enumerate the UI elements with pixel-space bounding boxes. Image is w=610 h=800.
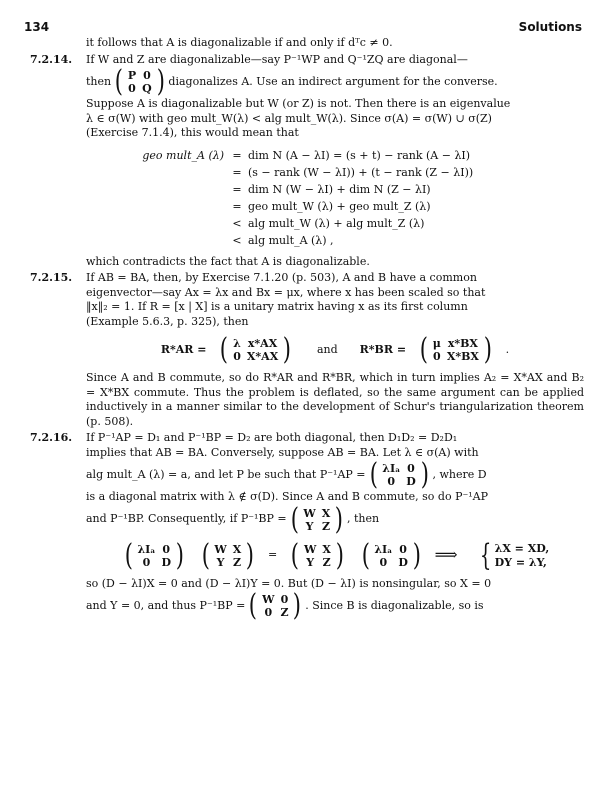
matrix-cell: D [161, 555, 171, 569]
left-paren: ( [369, 457, 378, 492]
equation-rhs: alg mult_A (λ) , [248, 233, 334, 247]
page-body [30, 36, 584, 623]
matrix-cell: x*AX [247, 337, 278, 350]
right-paren: ) [283, 332, 292, 367]
matrix-cell: 0 [128, 82, 136, 95]
equation-row [142, 232, 584, 249]
system-row: λX = XD, [494, 541, 550, 555]
relation: < [232, 233, 242, 247]
text-line: implies that AB = BA. Conversely, suppose AB = BA. Let λ ∈ σ(A) with [86, 445, 479, 459]
matrix-cell: X [322, 542, 331, 556]
matrix [200, 537, 256, 573]
matrix-cell: x*BX [447, 337, 478, 350]
text-line: ‖x‖₂ = 1. If R = [x | X] is a unitary matrix having x as its first column [86, 300, 468, 313]
text-fragment: , where D [432, 467, 487, 481]
text-fragment: and [316, 342, 338, 356]
matrix [289, 537, 345, 573]
matrix [247, 588, 303, 623]
system [476, 537, 550, 573]
equals-sign: = [268, 548, 278, 562]
left-paren: ( [114, 64, 124, 99]
equation-array [142, 147, 584, 249]
solution-7-2-15 [30, 271, 584, 429]
equation-row [142, 181, 584, 198]
relation: = [232, 148, 242, 162]
text-line: If AB = BA, then, by Exercise 7.1.20 (p. 503), A and B have a common [86, 271, 477, 284]
intro-line: it follows that A is diagonalizable if and only if dᵀc ≠ 0. [86, 36, 393, 49]
text-fragment: . [505, 342, 510, 356]
matrix-cell: λIₐ [137, 542, 156, 556]
matrix [360, 537, 423, 573]
matrix-cell: Z [322, 555, 331, 569]
matrix-cell: 0 [407, 462, 415, 475]
matrix-cell: 0 [264, 606, 273, 619]
matrix-cell: 0 [280, 593, 289, 606]
matrix-cell: P [127, 69, 137, 82]
equation-rhs: dim N (A − λI) = (s + t) − rank (A − λI) [248, 148, 471, 162]
equation-row [142, 164, 584, 181]
equation-row [142, 147, 584, 164]
text-line: (Example 5.6.3, p. 325), then [86, 314, 249, 328]
running-head: Solutions [518, 20, 582, 34]
right-paren: ) [483, 332, 492, 367]
text-line: λ ∈ σ(W) with geo mult_W(λ) < alg mult_W(λ). Since σ(A) = σ(W) ∪ σ(Z) [86, 111, 492, 125]
matrix-cell: W [214, 542, 227, 556]
page-header [24, 20, 582, 36]
matrix-cell: 0 [432, 350, 441, 363]
matrix-cell: Q [142, 82, 152, 95]
matrix-cell: X*AX [246, 350, 279, 363]
matrix [123, 537, 186, 573]
matrix-entries [230, 337, 281, 363]
relation: = [232, 165, 242, 179]
matrix-cell: Z [321, 519, 330, 533]
text-fragment: alg mult_A (λ) = a, and let P be such that P⁻¹AP = [86, 467, 366, 481]
right-paren: ) [335, 537, 344, 573]
right-paren: ) [335, 501, 344, 537]
matrix-entries [134, 543, 174, 569]
display-equation [86, 537, 584, 573]
text-line: which contradicts the fact that A is diagonalizable. [86, 254, 370, 268]
exercise-number: 7.2.14. [30, 52, 73, 66]
matrix-cell: 0 [379, 555, 388, 569]
equation-lhs: R*BR = [359, 342, 407, 356]
text-line: so (D − λI)X = 0 and (D − λI)Y = 0. But (D − λI) is nonsingular, so X = 0 [86, 576, 492, 590]
exercise-number: 7.2.15. [30, 271, 73, 284]
matrix-cell: W [303, 542, 317, 556]
right-paren: ) [293, 588, 302, 623]
text-line: If W and Z are diagonalizable—say P⁻¹WP and Q⁻¹ZQ are diagonal— [86, 52, 468, 66]
matrix-cell: 0 [162, 542, 171, 556]
text-line: If P⁻¹AP = D₁ and P⁻¹BP = D₂ are both diagonal, then D₁D₂ = D₂D₁ [86, 431, 458, 444]
text-line-with-matrix [86, 457, 584, 492]
equation-lhs: geo mult_A (λ) [142, 148, 224, 162]
left-paren: ( [220, 332, 229, 367]
matrix-cell: λIₐ [382, 462, 401, 475]
matrix-cell: W [303, 506, 316, 520]
equation-rhs: alg mult_W (λ) + alg mult_Z (λ) [248, 216, 425, 230]
equation-rhs: (s − rank (W − λI)) + (t − rank (Z − λI)) [248, 165, 474, 179]
left-paren: ( [201, 537, 210, 573]
matrix-cell: 0 [143, 69, 151, 82]
text-line: eigenvector—say Ax = λx and Bx = μx, where x has been scaled so that [86, 285, 486, 299]
matrix-cell: W [262, 593, 275, 606]
matrix-cell: λ [233, 337, 241, 350]
matrix-entries [301, 543, 334, 569]
left-paren: ( [290, 501, 299, 537]
equation-rhs: geo mult_W (λ) + geo mult_Z (λ) [248, 199, 431, 213]
exercise-number: 7.2.16. [30, 431, 73, 444]
paragraph: Since A and B commute, so do R*AR and R*BR, which in turn implies A₂ = X*AX and B₂ = X*BX commute. Thus the problem is deflated, so the same argument can be applied inductively in a manner similar to the development of Schur's triangularization theorem (p. 508). [86, 371, 584, 428]
left-paren: ( [249, 588, 258, 623]
page-number: 134 [24, 20, 50, 34]
matrix-entries [371, 543, 411, 569]
right-paren: ) [175, 537, 184, 573]
text-fragment: and P⁻¹BP. Consequently, if P⁻¹BP = [86, 512, 287, 526]
text-line-with-matrix [86, 64, 584, 99]
solution-7-2-16 [30, 431, 584, 623]
matrix-entries [379, 462, 419, 488]
matrix-cell: Y [216, 555, 225, 569]
relation: < [232, 216, 242, 230]
text-line: is a diagonal matrix with λ ∉ σ(D). Since A and B commute, so do P⁻¹AP [86, 490, 489, 503]
system-row: DY = λY, [494, 555, 547, 569]
matrix-cell: X [232, 542, 242, 556]
implies-arrow: ⟹ [434, 545, 458, 565]
solution-7-2-14 [30, 52, 584, 270]
matrix [289, 501, 345, 537]
text-fragment: then [86, 74, 112, 88]
matrix-cell: Z [280, 606, 289, 619]
text-line-with-matrix [86, 588, 584, 623]
left-paren: ( [291, 537, 300, 573]
matrix-cell: 0 [387, 475, 396, 488]
equation-row [142, 215, 584, 232]
matrix-entries [125, 69, 155, 95]
matrix-cell: Z [233, 555, 242, 569]
relation: = [232, 199, 242, 213]
equation-row [142, 198, 584, 215]
left-brace: { [479, 537, 491, 573]
right-paren: ) [420, 457, 429, 492]
matrix-cell: 0 [142, 555, 151, 569]
matrix [218, 332, 293, 367]
matrix [418, 332, 494, 367]
matrix [368, 457, 431, 492]
relation: = [232, 182, 242, 196]
matrix-entries [430, 337, 482, 363]
right-paren: ) [412, 537, 421, 573]
matrix-cell: λIₐ [374, 542, 393, 556]
right-paren: ) [246, 537, 255, 573]
matrix-cell: μ [432, 337, 441, 350]
matrix-entries [300, 507, 333, 533]
matrix-cell: 0 [399, 542, 407, 556]
text-line-with-matrix [86, 501, 584, 537]
matrix-cell: D [398, 555, 408, 569]
left-paren: ( [361, 537, 370, 573]
text-fragment: . Since B is diagonalizable, so is [305, 598, 484, 612]
left-paren: ( [419, 332, 429, 367]
left-paren: ( [124, 537, 133, 573]
matrix-entries [259, 593, 291, 619]
equation-lhs: R*AR = [160, 342, 207, 356]
equation-rhs: dim N (W − λI) + dim N (Z − λI) [248, 182, 431, 196]
right-paren: ) [156, 64, 165, 99]
matrix-entries [211, 543, 244, 569]
text-line: Suppose A is diagonalizable but W (or Z) is not. Then there is an eigenvalue [86, 97, 511, 110]
matrix-cell: 0 [233, 350, 241, 363]
matrix-cell: X [321, 506, 331, 520]
matrix-cell: Y [306, 555, 315, 569]
matrix [113, 64, 166, 99]
text-fragment: and Y = 0, and thus P⁻¹BP = [86, 598, 246, 612]
matrix-cell: X*BX [446, 350, 479, 363]
matrix-cell: Y [305, 519, 314, 533]
display-equation [86, 332, 584, 367]
matrix-cell: D [406, 475, 416, 488]
system-rows [495, 542, 550, 570]
text-fragment: diagonalizes A. Use an indirect argument for the converse. [168, 74, 498, 88]
text-line: (Exercise 7.1.4), this would mean that [86, 126, 299, 139]
text-fragment: , then [346, 512, 380, 526]
